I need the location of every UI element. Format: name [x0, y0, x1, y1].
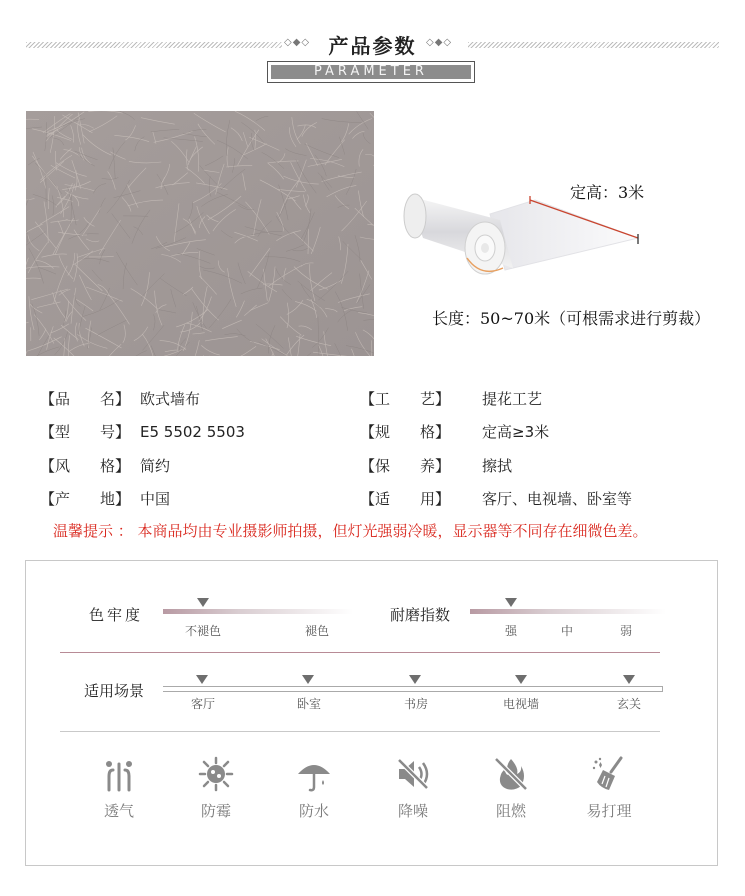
spec-item-usage — [360, 488, 632, 509]
spec-value: 提花工艺 — [482, 390, 543, 408]
colorfast-label: 色牢度 — [89, 606, 144, 624]
feature-mildew-proof — [176, 756, 256, 821]
panel-divider — [60, 652, 660, 653]
scene-item: 电视墙 — [502, 697, 540, 711]
spec-value: 中国 — [140, 490, 171, 508]
spec-item-size — [360, 421, 549, 442]
scenes-label: 适用场景 — [84, 682, 145, 700]
panel-divider — [60, 731, 660, 732]
spec-label: 【适 用】 — [360, 490, 451, 508]
spec-value: 定高≥3米 — [482, 423, 550, 441]
parameter-banner — [267, 61, 475, 83]
scene-item: 玄关 — [616, 697, 642, 711]
header-ornament-left: ◇◆◇ — [284, 37, 311, 48]
colorfast-scale-bar — [163, 609, 353, 614]
spec-value: 擦拭 — [482, 457, 513, 475]
waterproof-icon — [296, 756, 332, 792]
breathable-icon — [101, 756, 137, 792]
spec-label: 【规 格】 — [360, 423, 451, 441]
spec-item-name — [40, 388, 200, 409]
spec-label: 【型 号】 — [40, 423, 131, 441]
colorfast-tick: 褪色 — [304, 624, 330, 638]
scene-marker — [623, 675, 635, 684]
scene-marker — [196, 675, 208, 684]
feature-label: 防水 — [298, 802, 329, 820]
scene-marker — [302, 675, 314, 684]
abrasion-marker — [505, 598, 517, 607]
spec-value: E5 5502 5503 — [140, 423, 245, 441]
abrasion-label: 耐磨指数 — [390, 606, 451, 624]
flame-retardant-icon — [493, 756, 529, 792]
scene-item: 客厅 — [190, 697, 216, 711]
spec-label: 【工 艺】 — [360, 390, 451, 408]
feature-label: 易打理 — [586, 802, 632, 820]
spec-item-origin — [40, 488, 170, 509]
feature-label: 降噪 — [397, 802, 428, 820]
spec-value: 简约 — [140, 457, 171, 475]
spec-value: 客厅、电视墙、卧室等 — [482, 490, 633, 508]
roll-height-label: 定高：3米 — [570, 183, 645, 202]
colorfast-marker — [197, 598, 209, 607]
abrasion-tick: 弱 — [619, 624, 633, 638]
fabric-texture-image — [26, 111, 374, 356]
roll-length-label: 长度：50~70米（可根需求进行剪裁） — [432, 309, 711, 328]
spec-item-style — [40, 455, 170, 476]
spec-item-care — [360, 455, 512, 476]
abrasion-tick: 强 — [504, 624, 518, 638]
feature-easy-clean — [569, 756, 649, 821]
feature-waterproof — [274, 756, 354, 821]
color-difference-notice: 温馨提示 ： 本商品均由专业摄影师拍摄，但灯光强弱冷暖，显示器等不同存在细微色差。 — [53, 522, 648, 540]
feature-noise-reduction — [373, 756, 453, 821]
spec-value: 欧式墙布 — [140, 390, 201, 408]
spec-label: 【保 养】 — [360, 457, 451, 475]
parameter-banner-text: PARAMETER — [271, 65, 471, 79]
scenes-bar — [163, 686, 663, 692]
mildew-proof-icon — [198, 756, 234, 792]
spec-item-model — [40, 421, 245, 442]
feature-label: 防霉 — [200, 802, 231, 820]
colorfast-tick: 不褪色 — [184, 624, 222, 638]
header-hatch-right — [468, 42, 719, 48]
feature-breathable — [79, 756, 159, 821]
spec-item-craft — [360, 388, 542, 409]
feature-label: 阻燃 — [495, 802, 526, 820]
spec-label: 【品 名】 — [40, 390, 131, 408]
noise-reduction-icon — [395, 756, 431, 792]
header-ornament-right: ◇◆◇ — [426, 37, 453, 48]
feature-label: 透气 — [103, 802, 134, 820]
abrasion-tick: 中 — [560, 624, 574, 638]
spec-label: 【风 格】 — [40, 457, 131, 475]
easy-clean-icon — [591, 756, 627, 792]
scene-item: 卧室 — [296, 697, 322, 711]
scene-marker — [515, 675, 527, 684]
spec-label: 【产 地】 — [40, 490, 131, 508]
scene-item: 书房 — [403, 697, 429, 711]
page-title: 产品参数 — [328, 34, 417, 58]
feature-flame-retardant — [471, 756, 551, 821]
abrasion-scale-bar — [470, 609, 666, 614]
scene-marker — [409, 675, 421, 684]
